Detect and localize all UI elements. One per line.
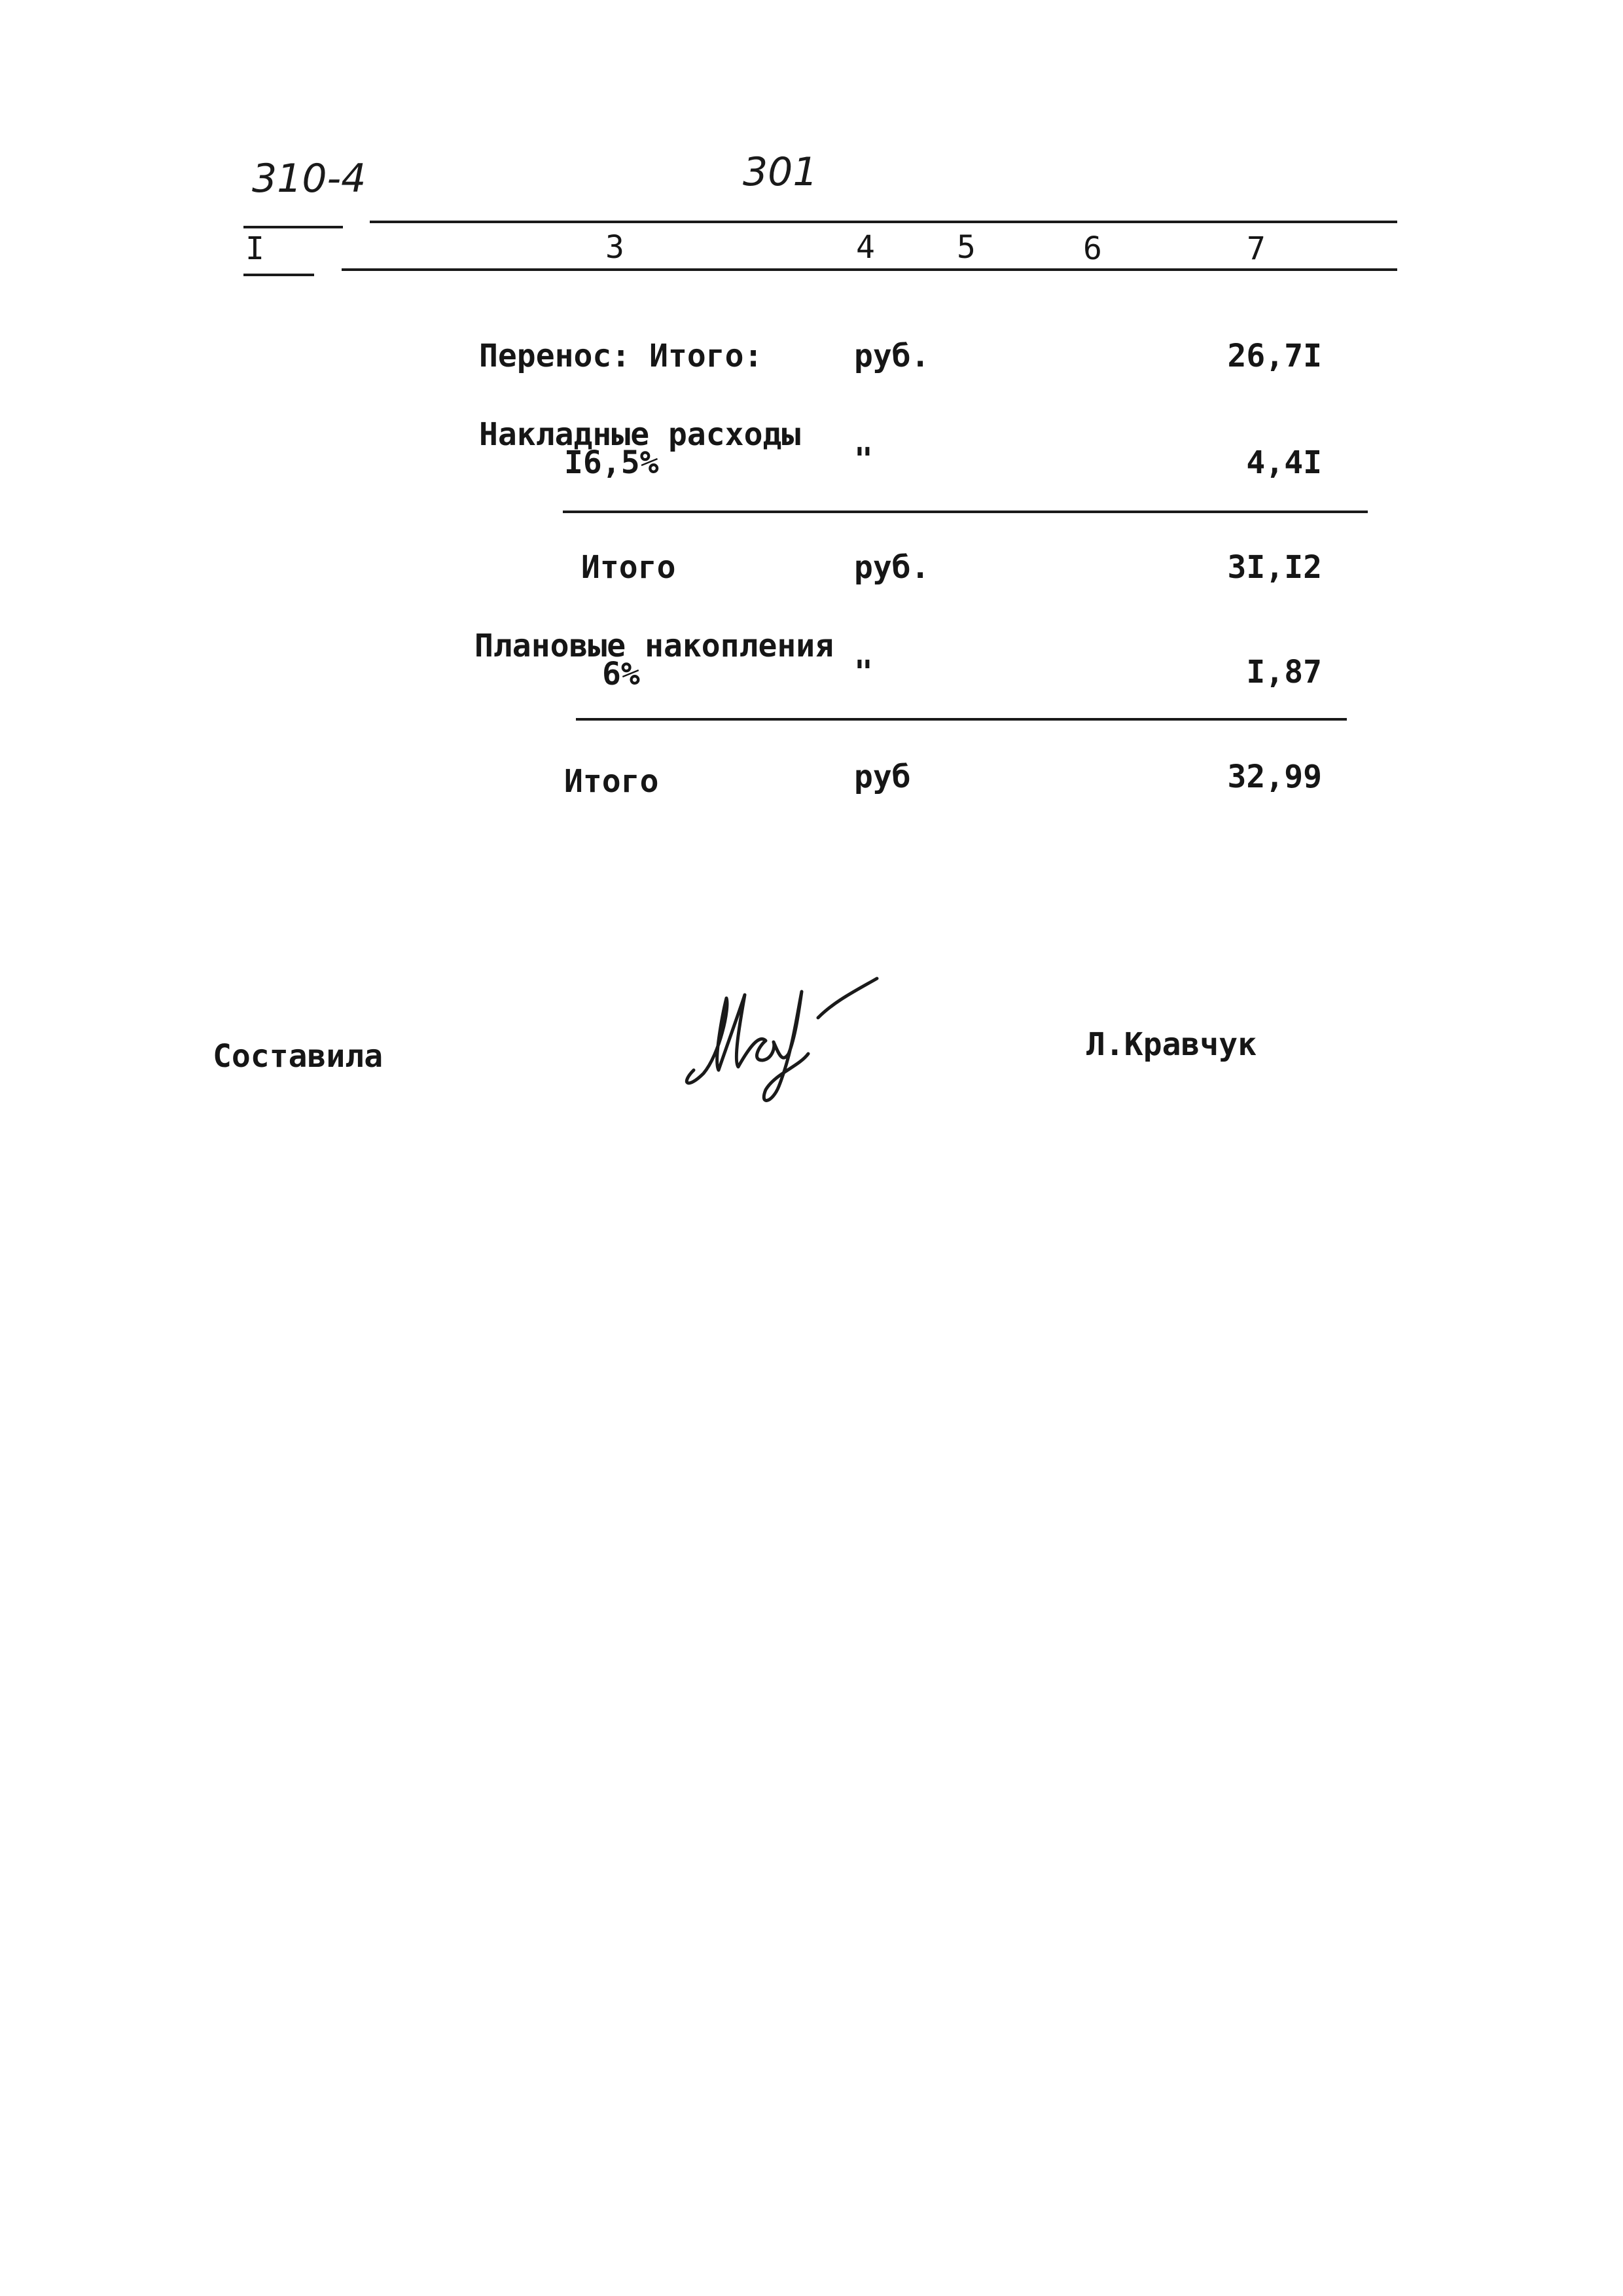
row-planned-savings-label: Плановые накопления <box>474 628 834 664</box>
page-number: 301 <box>743 149 818 195</box>
row-subtotal-1-value: 3I,I2 <box>1227 549 1322 586</box>
row-planned-savings-value: I,87 <box>1246 654 1322 691</box>
sheet-code: 310-4 <box>252 156 366 202</box>
signer-name: Л.Кравчук <box>1086 1026 1257 1063</box>
column-number-5: 5 <box>957 229 976 266</box>
row-overhead-label: Накладные расходы <box>479 416 801 453</box>
column-number-4: 4 <box>856 229 875 266</box>
row-subtotal-1-label: Итого <box>581 549 676 586</box>
column-number-7: 7 <box>1247 230 1266 267</box>
row-total-value: 32,99 <box>1227 759 1322 795</box>
handwritten-signature <box>668 962 903 1119</box>
header-rule-bottom-left <box>243 274 314 276</box>
header-rule-bottom <box>342 268 1397 271</box>
compiled-by-label: Составила <box>213 1038 383 1075</box>
row-carryover-unit: руб. <box>854 338 930 374</box>
row-planned-savings-percent: 6% <box>602 656 640 692</box>
column-number-1: I <box>245 230 264 267</box>
subtotal-rule-2 <box>576 718 1347 721</box>
row-carryover-label: Перенос: Итого: <box>479 338 763 374</box>
header-rule-top <box>370 221 1397 223</box>
row-planned-savings-unit: " <box>854 654 873 691</box>
row-overhead-value: 4,4I <box>1246 444 1322 481</box>
column-number-6: 6 <box>1083 230 1102 267</box>
header-rule-top-left <box>243 226 343 228</box>
row-total-unit: руб <box>854 759 911 795</box>
row-total-label: Итого <box>564 763 659 800</box>
row-carryover-value: 26,7I <box>1227 338 1322 374</box>
row-overhead-percent: I6,5% <box>564 444 659 481</box>
row-subtotal-1-unit: руб. <box>854 549 930 586</box>
row-overhead-unit: " <box>854 441 873 478</box>
column-number-3: 3 <box>605 229 624 266</box>
subtotal-rule-1 <box>563 511 1368 513</box>
